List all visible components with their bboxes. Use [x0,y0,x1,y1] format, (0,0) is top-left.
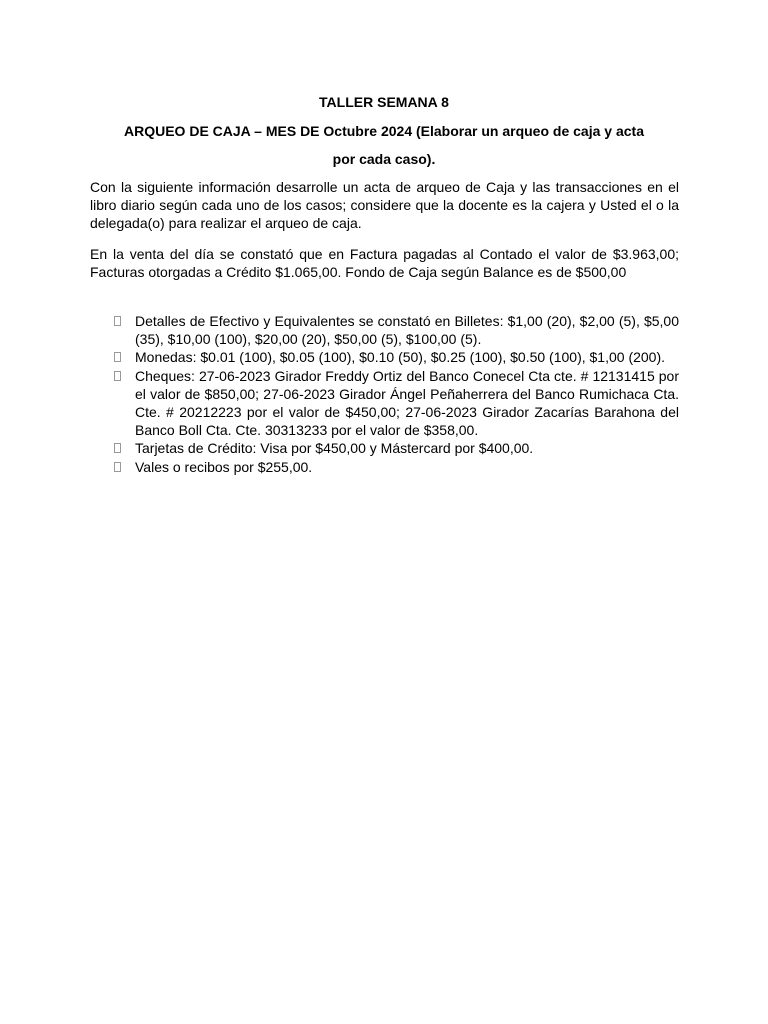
sales-paragraph: En la venta del día se constató que en Factura pagadas al Contado el valor de $3.963,00; Facturas otorgadas a Crédito $1.065,00. Fondo de Caja según Balance es de $500,00 [90,246,679,281]
list-item-text: Monedas: $0.01 (100), $0.05 (100), $0.10 (50), $0.25 (100), $0.50 (100), $1,00 (200). [135,349,666,366]
document-title: TALLER SEMANA 8 [319,94,449,110]
bullet-box-icon [114,462,121,472]
list-item-text: Tarjetas de Crédito: Visa por $450,00 y Mástercard por $400,00. [135,440,534,457]
instructions-paragraph: Con la siguiente información desarrolle un acta de arqueo de Caja y las transacciones en el libro diario según cada uno de los casos; considere que la docente es la cajera y Usted el o la delegada(o) para realizar el arqueo de caja. [90,179,679,232]
bullet-box-icon [114,316,121,326]
list-item-vales [90,458,679,476]
list-item-cheques [90,367,679,440]
document-subtitle-line-2: por cada caso). [332,151,436,167]
bullet-box-icon [114,371,121,381]
list-item-text: Detalles de Efectivo y Equivalentes se constató en Billetes: $1,00 (20), $2,00 (5), $5,00 (35), $10,00 (100), $20,00 (20), $50,00 (5), $100,00 (5). [135,313,679,348]
cash-details-list [90,312,679,476]
document-subtitle-line-1: ARQUEO DE CAJA – MES DE Octubre 2024 (Elaborar un arqueo de caja y acta [124,123,644,139]
bullet-box-icon [114,352,121,362]
list-item-billetes [90,312,679,348]
bullet-box-icon [114,443,121,453]
list-item-text: Cheques: 27-06-2023 Girador Freddy Ortiz del Banco Conecel Cta cte. # 12131415 por el valor de $850,00; 27-06-2023 Girador Ángel Peñaherrera del Banco Rumichaca Cta. Cte. # 20212223 por el valor de $450,00; 27-06-2023 Girador Zacarías Barahona del Banco Boll Cta. Cte. 30313233 por el valor de $358,00. [135,367,679,439]
list-item-monedas [90,348,679,366]
list-item-text: Vales o recibos por $255,00. [135,458,313,475]
list-item-tarjetas [90,439,679,457]
